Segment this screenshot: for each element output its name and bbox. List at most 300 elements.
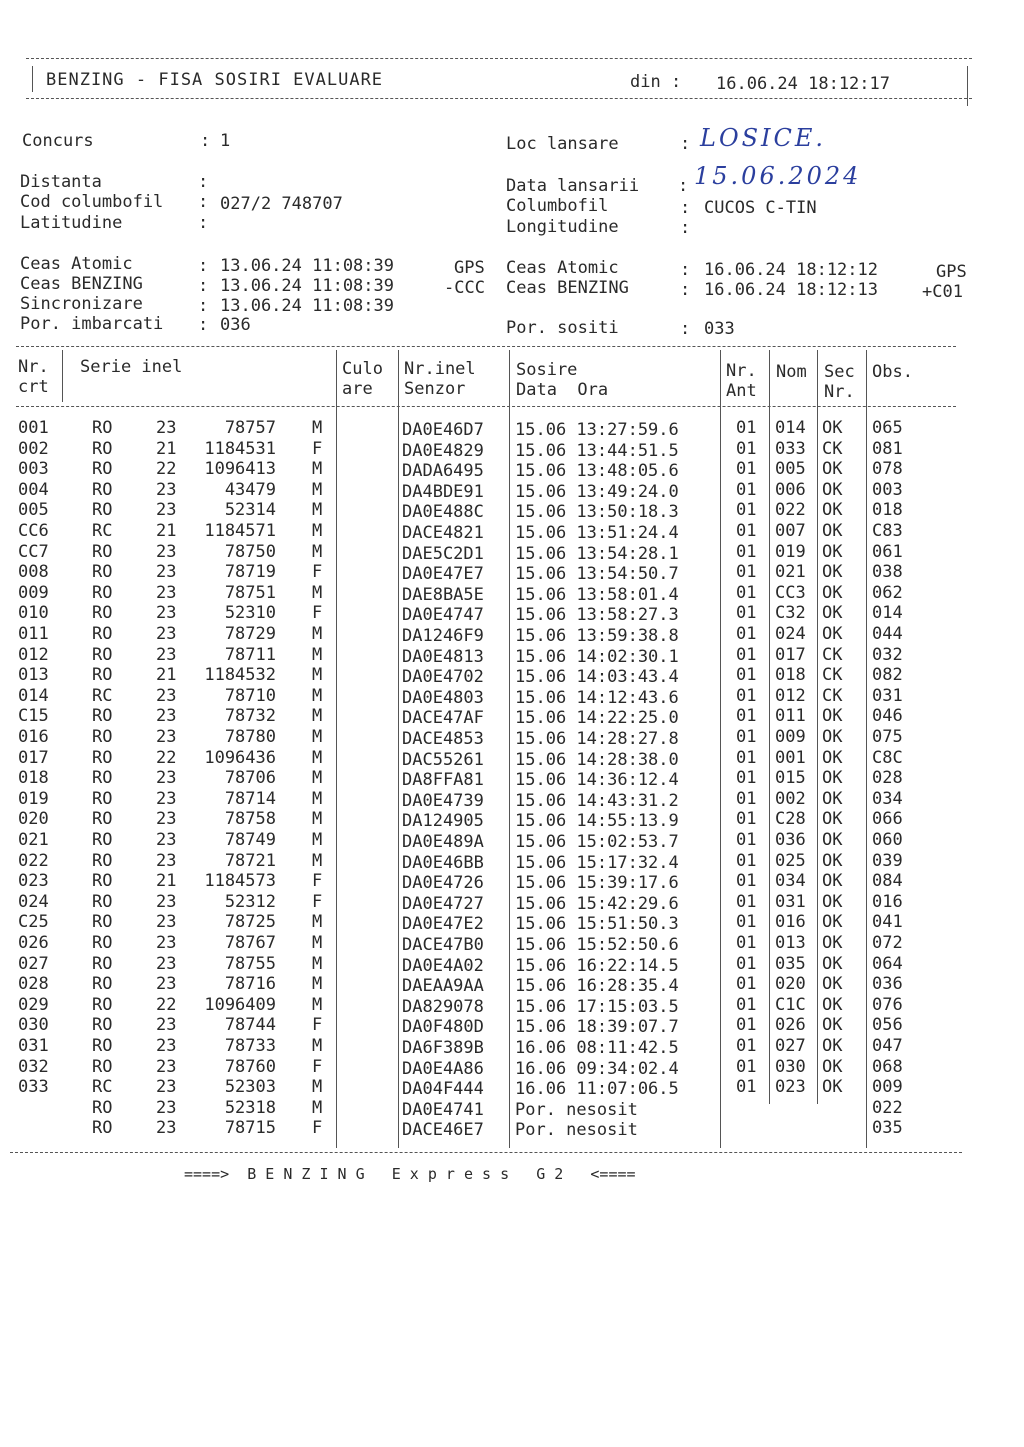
row-ring-number: 78757	[224, 418, 276, 438]
row-nr: 008	[18, 562, 49, 583]
loc-lansare-label: Loc lansare	[506, 134, 619, 154]
row-sec: OK	[822, 479, 843, 500]
row-country: RO	[92, 933, 113, 953]
row-sec: OK	[822, 727, 843, 747]
row-sec: CK	[822, 438, 843, 459]
row-nr: 012	[18, 644, 49, 665]
table-top-border	[16, 346, 956, 347]
row-sex: M	[312, 788, 323, 809]
sincronizare-label: Sincronizare	[20, 294, 143, 314]
row-sec: OK	[822, 850, 843, 871]
row-ring-number: 78706	[224, 768, 276, 789]
row-obs: 081	[872, 438, 903, 459]
row-ring-number: 1184571	[204, 521, 276, 541]
row-year: 23	[156, 644, 177, 665]
row-year: 23	[156, 912, 177, 933]
row-arrival: 16.06 11:07:06.5	[515, 1079, 679, 1100]
hdr-ant-1: Nr.	[726, 361, 757, 381]
row-nr: 011	[18, 624, 49, 644]
row-sec: OK	[822, 747, 843, 768]
row-year: 23	[156, 685, 177, 706]
row-sec: OK	[822, 809, 843, 830]
row-sex: F	[312, 1118, 323, 1139]
row-nom: C28	[775, 809, 806, 830]
row-country: RO	[92, 1015, 113, 1036]
row-obs: 060	[872, 830, 903, 850]
hdr-sosire-2: Data Ora	[516, 380, 609, 400]
row-sex: M	[312, 418, 323, 438]
row-obs: 034	[872, 788, 903, 809]
row-year: 23	[156, 891, 177, 912]
row-sensor: DA6F389B	[402, 1038, 484, 1058]
col-divider-culo	[398, 350, 399, 1148]
col-divider-sensor	[509, 350, 510, 1148]
row-country: RO	[92, 747, 113, 768]
row-nr: 023	[18, 871, 49, 892]
row-ring-number: 52314	[224, 500, 276, 521]
row-sensor: DA0E4747	[402, 605, 484, 626]
row-nr: 005	[18, 500, 49, 521]
row-obs: 022	[872, 1097, 903, 1118]
row-sec: CK	[822, 685, 843, 706]
row-ring-number: 52303	[224, 1077, 276, 1098]
row-nom: 020	[775, 974, 806, 995]
table-bottom-border	[10, 1152, 962, 1153]
row-year: 23	[156, 974, 177, 995]
row-arrival: 15.06 18:39:07.7	[515, 1017, 679, 1038]
row-antenna: 01	[736, 582, 757, 603]
row-obs: 018	[872, 500, 903, 521]
row-sensor: DA0E4741	[402, 1099, 484, 1120]
row-sec: OK	[822, 891, 843, 912]
report-title: BENZING - FISA SOSIRI EVALUARE	[46, 70, 384, 90]
row-year: 23	[156, 603, 177, 624]
row-sensor: DAEAA9AA	[402, 976, 484, 997]
row-sec: OK	[822, 582, 843, 603]
row-nr: 001	[18, 418, 49, 438]
columbofil-sep: :	[680, 198, 691, 218]
row-obs: 031	[872, 685, 903, 706]
row-nr: 028	[18, 974, 49, 995]
row-obs: 038	[872, 562, 903, 583]
row-sensor: DAC55261	[402, 749, 484, 770]
row-obs: 064	[872, 953, 903, 974]
row-ring-number: 78711	[224, 644, 276, 665]
row-obs: 066	[872, 809, 903, 830]
row-ring-number: 78719	[224, 562, 276, 583]
row-nr: 020	[18, 809, 49, 830]
distanta-label: Distanta	[20, 172, 102, 192]
hdr-sec-2: Nr.	[824, 382, 855, 402]
row-sec: OK	[822, 500, 843, 521]
row-nom: 033	[775, 438, 806, 459]
row-sex: M	[312, 933, 323, 953]
hdr-sensor-2: Senzor	[404, 379, 466, 399]
row-country: RO	[92, 788, 113, 809]
row-nom: 016	[775, 912, 806, 933]
row-arrival: 15.06 14:28:27.8	[515, 729, 679, 749]
row-antenna: 01	[736, 644, 757, 665]
row-antenna: 01	[736, 747, 757, 768]
footer-brand: ====> B E N Z I N G E x p r e s s G 2 <====	[184, 1165, 636, 1183]
row-country: RO	[92, 850, 113, 871]
row-obs: 061	[872, 541, 903, 562]
row-country: RC	[92, 685, 113, 706]
row-antenna: 01	[736, 953, 757, 974]
row-arrival: 15.06 13:59:38.8	[515, 626, 679, 646]
row-obs: 035	[872, 1118, 903, 1139]
row-nom: 022	[775, 500, 806, 521]
row-sex: M	[312, 768, 323, 789]
header-top-border	[26, 58, 972, 59]
cod-columbofil-label: Cod columbofil	[20, 192, 164, 212]
row-arrival: 15.06 14:02:30.1	[515, 646, 679, 667]
row-antenna: 01	[736, 624, 757, 644]
row-ring-number: 78725	[224, 912, 276, 933]
row-obs: 047	[872, 1036, 903, 1056]
row-country: RO	[92, 562, 113, 583]
row-nr: 021	[18, 830, 49, 850]
row-year: 23	[156, 479, 177, 500]
row-sec: OK	[822, 706, 843, 727]
row-antenna: 01	[736, 830, 757, 850]
row-nom: 034	[775, 871, 806, 892]
row-ring-number: 78732	[224, 706, 276, 727]
row-sex: M	[312, 459, 323, 480]
row-sec: OK	[822, 418, 843, 438]
row-arrival: 15.06 14:12:43.6	[515, 687, 679, 708]
row-ring-number: 78749	[224, 830, 276, 850]
row-arrival: 15.06 14:43:31.2	[515, 790, 679, 811]
row-sec: OK	[822, 830, 843, 850]
row-nr: 024	[18, 891, 49, 912]
row-nr: 033	[18, 1077, 49, 1098]
row-ring-number: 78755	[224, 953, 276, 974]
row-arrival: 15.06 13:49:24.0	[515, 481, 679, 502]
row-ring-number: 78750	[224, 541, 276, 562]
header-right-border	[967, 66, 968, 106]
cod-columbofil-sep: :	[198, 192, 209, 212]
row-country: RO	[92, 479, 113, 500]
row-sensor: DACE47B0	[402, 935, 484, 955]
row-sensor: DAE8BA5E	[402, 584, 484, 605]
row-nr: CC7	[18, 541, 49, 562]
row-sex: M	[312, 953, 323, 974]
por-sositi-label: Por. sositi	[506, 318, 619, 338]
row-nom: 035	[775, 953, 806, 974]
col-divider-nom	[817, 350, 818, 1104]
row-country: RO	[92, 891, 113, 912]
row-nom: 036	[775, 830, 806, 850]
row-year: 21	[156, 665, 177, 686]
row-antenna: 01	[736, 706, 757, 727]
row-sensor: DA0E4726	[402, 873, 484, 894]
hdr-serie: Serie inel	[80, 357, 183, 377]
row-country: RO	[92, 1036, 113, 1056]
row-obs: 041	[872, 912, 903, 933]
row-year: 23	[156, 418, 177, 438]
row-sensor: DACE46E7	[402, 1120, 484, 1141]
row-obs: 044	[872, 624, 903, 644]
row-nr: 010	[18, 603, 49, 624]
row-arrival: 15.06 13:48:05.6	[515, 461, 679, 482]
row-antenna: 01	[736, 500, 757, 521]
row-obs: 062	[872, 582, 903, 603]
row-obs: 075	[872, 727, 903, 747]
row-sensor: DA0E489A	[402, 832, 484, 852]
row-country: RO	[92, 727, 113, 747]
row-obs: 078	[872, 459, 903, 480]
row-obs: 065	[872, 418, 903, 438]
row-year: 23	[156, 1077, 177, 1098]
row-country: RC	[92, 1077, 113, 1098]
row-ring-number: 1184531	[204, 438, 276, 459]
row-antenna: 01	[736, 933, 757, 953]
row-country: RO	[92, 871, 113, 892]
row-country: RO	[92, 644, 113, 665]
row-nr: 002	[18, 438, 49, 459]
row-sec: OK	[822, 788, 843, 809]
row-sensor: DA124905	[402, 811, 484, 832]
row-obs: 009	[872, 1077, 903, 1098]
row-ring-number: 78744	[224, 1015, 276, 1036]
row-nr: 018	[18, 768, 49, 789]
row-arrival: 15.06 13:50:18.3	[515, 502, 679, 523]
row-antenna: 01	[736, 1036, 757, 1056]
row-year: 21	[156, 871, 177, 892]
row-antenna: 01	[736, 727, 757, 747]
row-year: 23	[156, 1056, 177, 1077]
latitudine-sep: :	[198, 213, 209, 233]
row-sensor: DA0E4813	[402, 646, 484, 667]
row-year: 21	[156, 438, 177, 459]
ceas-benzing-left-label: Ceas BENZING	[20, 274, 143, 294]
por-imbarcati-sep: :	[198, 315, 209, 335]
row-nr: C15	[18, 706, 49, 727]
row-country: RO	[92, 768, 113, 789]
row-arrival: 15.06 15:17:32.4	[515, 852, 679, 873]
ceas-benzing-left-value: 13.06.24 11:08:39	[220, 276, 394, 296]
row-nom: 026	[775, 1015, 806, 1036]
por-sositi-sep: :	[680, 319, 691, 339]
row-country: RO	[92, 418, 113, 438]
row-sex: M	[312, 974, 323, 995]
row-antenna: 01	[736, 418, 757, 438]
row-sensor: DA0E4A02	[402, 955, 484, 976]
din-label: din :	[630, 72, 682, 92]
row-arrival: 15.06 14:55:13.9	[515, 811, 679, 832]
row-sensor: DAE5C2D1	[402, 543, 484, 564]
row-year: 23	[156, 953, 177, 974]
row-country: RO	[92, 665, 113, 686]
ceas-benzing-right-label: Ceas BENZING	[506, 278, 629, 298]
row-sex: M	[312, 809, 323, 830]
row-arrival: 15.06 13:44:51.5	[515, 440, 679, 461]
row-sex: M	[312, 624, 323, 644]
row-sec: OK	[822, 562, 843, 583]
row-year: 21	[156, 521, 177, 541]
row-antenna: 01	[736, 871, 757, 892]
col-divider-sec	[866, 350, 867, 1148]
ceas-atomic-right-value: 16.06.24 18:12:12	[704, 260, 878, 280]
row-nr: 003	[18, 459, 49, 480]
row-obs: 036	[872, 974, 903, 995]
col-divider-nr	[62, 350, 63, 402]
row-obs: C83	[872, 521, 903, 541]
row-nom: CC3	[775, 582, 806, 603]
header-left-border	[32, 66, 33, 92]
row-year: 23	[156, 809, 177, 830]
row-nr: 016	[18, 727, 49, 747]
row-arrival: 15.06 14:22:25.0	[515, 708, 679, 729]
row-arrival: Por. nesosit	[515, 1099, 638, 1120]
row-year: 23	[156, 1118, 177, 1139]
row-nom: 006	[775, 479, 806, 500]
row-arrival: 15.06 14:36:12.4	[515, 770, 679, 791]
ceas-atomic-left-suffix: GPS	[454, 258, 485, 278]
row-sex: F	[312, 871, 323, 892]
row-country: RC	[92, 521, 113, 541]
row-sex: M	[312, 727, 323, 747]
row-sec: OK	[822, 541, 843, 562]
row-arrival: 15.06 15:02:53.7	[515, 832, 679, 852]
row-ring-number: 1184573	[204, 871, 276, 892]
row-sensor: DA1246F9	[402, 626, 484, 646]
row-nr: 017	[18, 747, 49, 768]
ceas-atomic-left-sep: :	[198, 256, 209, 276]
sincronizare-value: 13.06.24 11:08:39	[220, 296, 394, 316]
row-antenna: 01	[736, 603, 757, 624]
row-obs: 084	[872, 871, 903, 892]
row-sec: OK	[822, 521, 843, 541]
ceas-benzing-right-value: 16.06.24 18:12:13	[704, 280, 878, 300]
row-sec: OK	[822, 994, 843, 1015]
hdr-sensor-1: Nr.inel	[404, 359, 476, 379]
data-lansarii-value: 15.06.2024	[694, 162, 862, 190]
row-sensor: DA829078	[402, 996, 484, 1017]
row-sensor: DA0E4803	[402, 687, 484, 708]
row-arrival: 15.06 16:28:35.4	[515, 976, 679, 997]
row-arrival: 15.06 15:39:17.6	[515, 873, 679, 894]
row-arrival: 15.06 13:51:24.4	[515, 523, 679, 543]
row-nr: 014	[18, 685, 49, 706]
row-sensor: DACE4853	[402, 729, 484, 749]
ceas-benzing-left-suffix: -CCC	[444, 278, 485, 298]
row-nr: 009	[18, 582, 49, 603]
row-ring-number: 78716	[224, 974, 276, 995]
row-obs: 046	[872, 706, 903, 727]
row-antenna: 01	[736, 665, 757, 686]
row-antenna: 01	[736, 850, 757, 871]
por-imbarcati-value: 036	[220, 315, 251, 335]
row-obs: 003	[872, 479, 903, 500]
row-arrival: 15.06 17:15:03.5	[515, 996, 679, 1017]
row-country: RO	[92, 974, 113, 995]
row-antenna: 01	[736, 562, 757, 583]
row-nr: 026	[18, 933, 49, 953]
row-arrival: 15.06 13:27:59.6	[515, 420, 679, 440]
row-ring-number: 52310	[224, 603, 276, 624]
row-country: RO	[92, 809, 113, 830]
row-country: RO	[92, 459, 113, 480]
row-arrival: 15.06 13:54:28.1	[515, 543, 679, 564]
row-sensor: DA0E46D7	[402, 420, 484, 440]
ceas-atomic-left-label: Ceas Atomic	[20, 254, 133, 274]
row-country: RO	[92, 603, 113, 624]
row-ring-number: 1096409	[204, 994, 276, 1015]
col-divider-sosire	[720, 350, 721, 1148]
row-arrival: 15.06 16:22:14.5	[515, 955, 679, 976]
row-sex: M	[312, 685, 323, 706]
hdr-nr-2: crt	[18, 377, 49, 397]
row-nom: 025	[775, 850, 806, 871]
row-year: 23	[156, 933, 177, 953]
row-ring-number: 52318	[224, 1097, 276, 1118]
row-sensor: DA0E4727	[402, 893, 484, 914]
row-nr: C25	[18, 912, 49, 933]
row-nom: 027	[775, 1036, 806, 1056]
row-country: RO	[92, 582, 113, 603]
ceas-benzing-right-suffix: +C01	[922, 282, 963, 302]
row-year: 23	[156, 1097, 177, 1118]
row-sex: M	[312, 479, 323, 500]
row-nom: 023	[775, 1077, 806, 1098]
din-value: 16.06.24 18:12:17	[716, 74, 890, 94]
loc-lansare-sep: :	[680, 134, 691, 154]
hdr-ant-2: Ant	[726, 381, 757, 401]
hdr-culo-2: are	[342, 379, 373, 399]
row-ring-number: 78751	[224, 582, 276, 603]
ceas-atomic-right-sep: :	[680, 260, 691, 280]
row-obs: C8C	[872, 747, 903, 768]
row-sex: F	[312, 603, 323, 624]
row-nr: 013	[18, 665, 49, 686]
row-sec: CK	[822, 665, 843, 686]
row-sensor: DA0E4739	[402, 790, 484, 811]
row-sex: F	[312, 1056, 323, 1077]
row-ring-number: 78715	[224, 1118, 276, 1139]
row-arrival: 15.06 14:03:43.4	[515, 667, 679, 688]
header-bottom-border	[26, 98, 972, 99]
por-imbarcati-label: Por. imbarcati	[20, 314, 164, 334]
row-obs: 072	[872, 933, 903, 953]
row-nom: 031	[775, 891, 806, 912]
ceas-benzing-right-sep: :	[680, 280, 691, 300]
row-sec: OK	[822, 871, 843, 892]
row-year: 23	[156, 582, 177, 603]
row-nr: 004	[18, 479, 49, 500]
row-nom: 014	[775, 418, 806, 438]
row-sec: OK	[822, 459, 843, 480]
row-sensor: DADA6495	[402, 461, 484, 482]
concurs-label: Concurs	[22, 131, 94, 151]
row-sec: OK	[822, 1056, 843, 1077]
row-nom: 007	[775, 521, 806, 541]
row-sex: M	[312, 706, 323, 727]
row-antenna: 01	[736, 912, 757, 933]
por-sositi-value: 033	[704, 319, 735, 339]
row-sensor: DA0E4702	[402, 667, 484, 688]
row-antenna: 01	[736, 768, 757, 789]
longitudine-label: Longitudine	[506, 217, 619, 237]
row-sex: M	[312, 1097, 323, 1118]
row-year: 23	[156, 500, 177, 521]
row-sec: OK	[822, 1036, 843, 1056]
row-year: 23	[156, 562, 177, 583]
row-antenna: 01	[736, 974, 757, 995]
row-ring-number: 78758	[224, 809, 276, 830]
row-antenna: 01	[736, 1015, 757, 1036]
